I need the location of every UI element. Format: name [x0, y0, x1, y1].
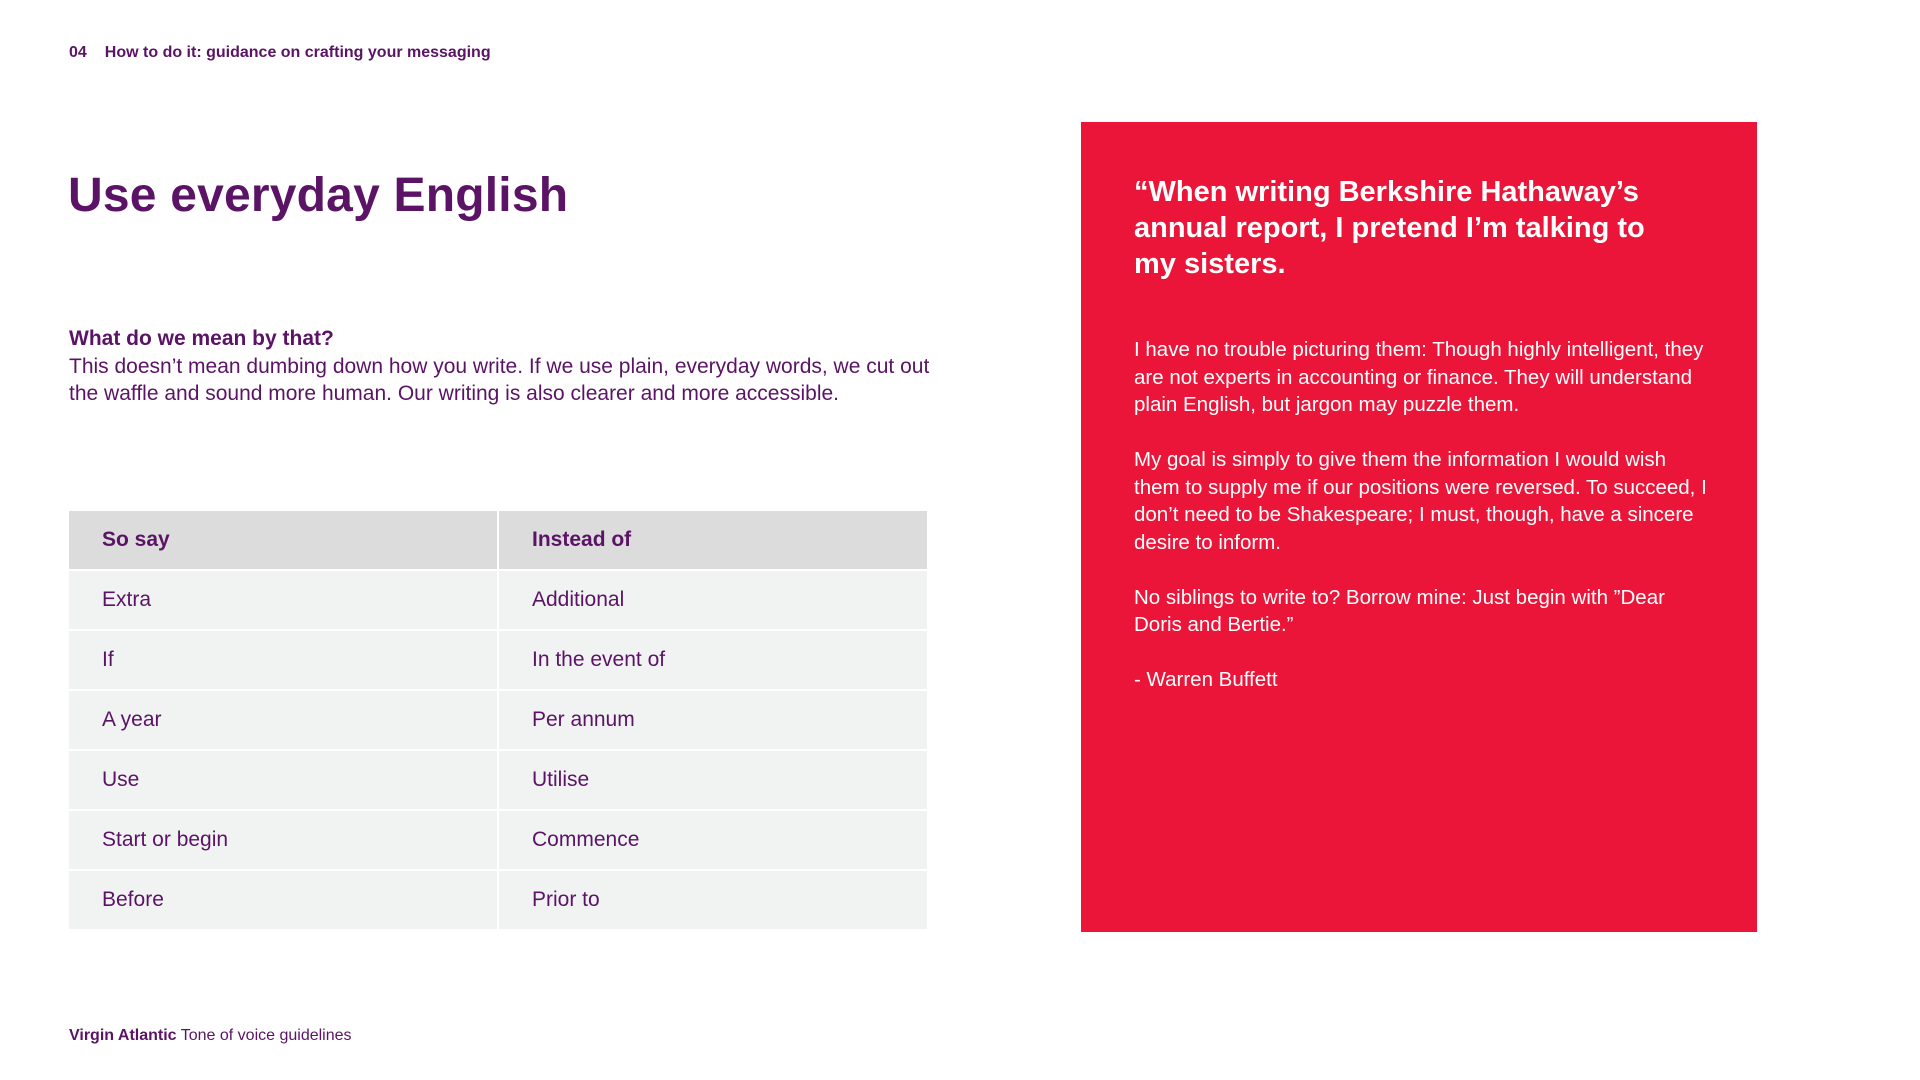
table-cell-say: If — [69, 631, 497, 689]
table-cell-instead: In the event of — [499, 631, 927, 689]
quote-panel — [1081, 122, 1757, 932]
table-cell-instead: Per annum — [499, 691, 927, 749]
header-cell-instead-of: Instead of — [499, 511, 927, 569]
table-cell-say: Before — [69, 871, 497, 929]
table-cell-instead: Additional — [499, 571, 927, 629]
page-header — [69, 44, 491, 62]
section-title: How to do it: guidance on crafting your messaging — [104, 44, 491, 61]
table-cell-instead: Utilise — [499, 751, 927, 809]
quote-headline: “When writing Berkshire Hathaway’s annual report, I pretend I’m talking to my sisters. — [1134, 176, 1645, 280]
table-row — [69, 811, 927, 869]
intro — [69, 325, 939, 408]
footer-brand: Virgin Atlantic — [69, 1027, 177, 1044]
quote-paragraph: I have no trouble picturing them: Though highly intelligent, they are not experts in accounting or finance. They will understand plain English, but jargon may puzzle them. — [1134, 338, 1704, 416]
quote-paragraph: My goal is simply to give them the information I would wish them to supply me if our positions were reversed. To succeed, I don’t need to be Shakespeare; I must, though, have a sincere desire to inform. — [1134, 448, 1707, 554]
quote-body — [1134, 336, 1714, 694]
table-row — [69, 871, 927, 929]
table-row — [69, 571, 927, 629]
quote-attribution: - Warren Buffett — [1134, 668, 1278, 691]
page-number: 04 — [69, 44, 87, 61]
table-row — [69, 751, 927, 809]
intro-body: This doesn’t mean dumbing down how you write. If we use plain, everyday words, we cut out the waffle and sound more human. Our writing is also clearer and more accessible. — [69, 354, 930, 405]
table-cell-say: Extra — [69, 571, 497, 629]
table-header-row — [69, 511, 927, 569]
table-row — [69, 631, 927, 689]
word-table — [69, 511, 927, 929]
table-cell-instead: Prior to — [499, 871, 927, 929]
table-cell-say: A year — [69, 691, 497, 749]
header-cell-so-say: So say — [69, 511, 497, 569]
table-row — [69, 691, 927, 749]
quote-paragraph: No siblings to write to? Borrow mine: Just begin with ”Dear Doris and Bertie.” — [1134, 585, 1665, 636]
intro-question: What do we mean by that? — [69, 327, 334, 350]
table-cell-say: Use — [69, 751, 497, 809]
footer-doc-title: Tone of voice guidelines — [180, 1027, 352, 1044]
page-footer — [69, 1027, 352, 1045]
table-cell-say: Start or begin — [69, 811, 497, 869]
page-title: Use everyday English — [68, 169, 569, 222]
table-cell-instead: Commence — [499, 811, 927, 869]
